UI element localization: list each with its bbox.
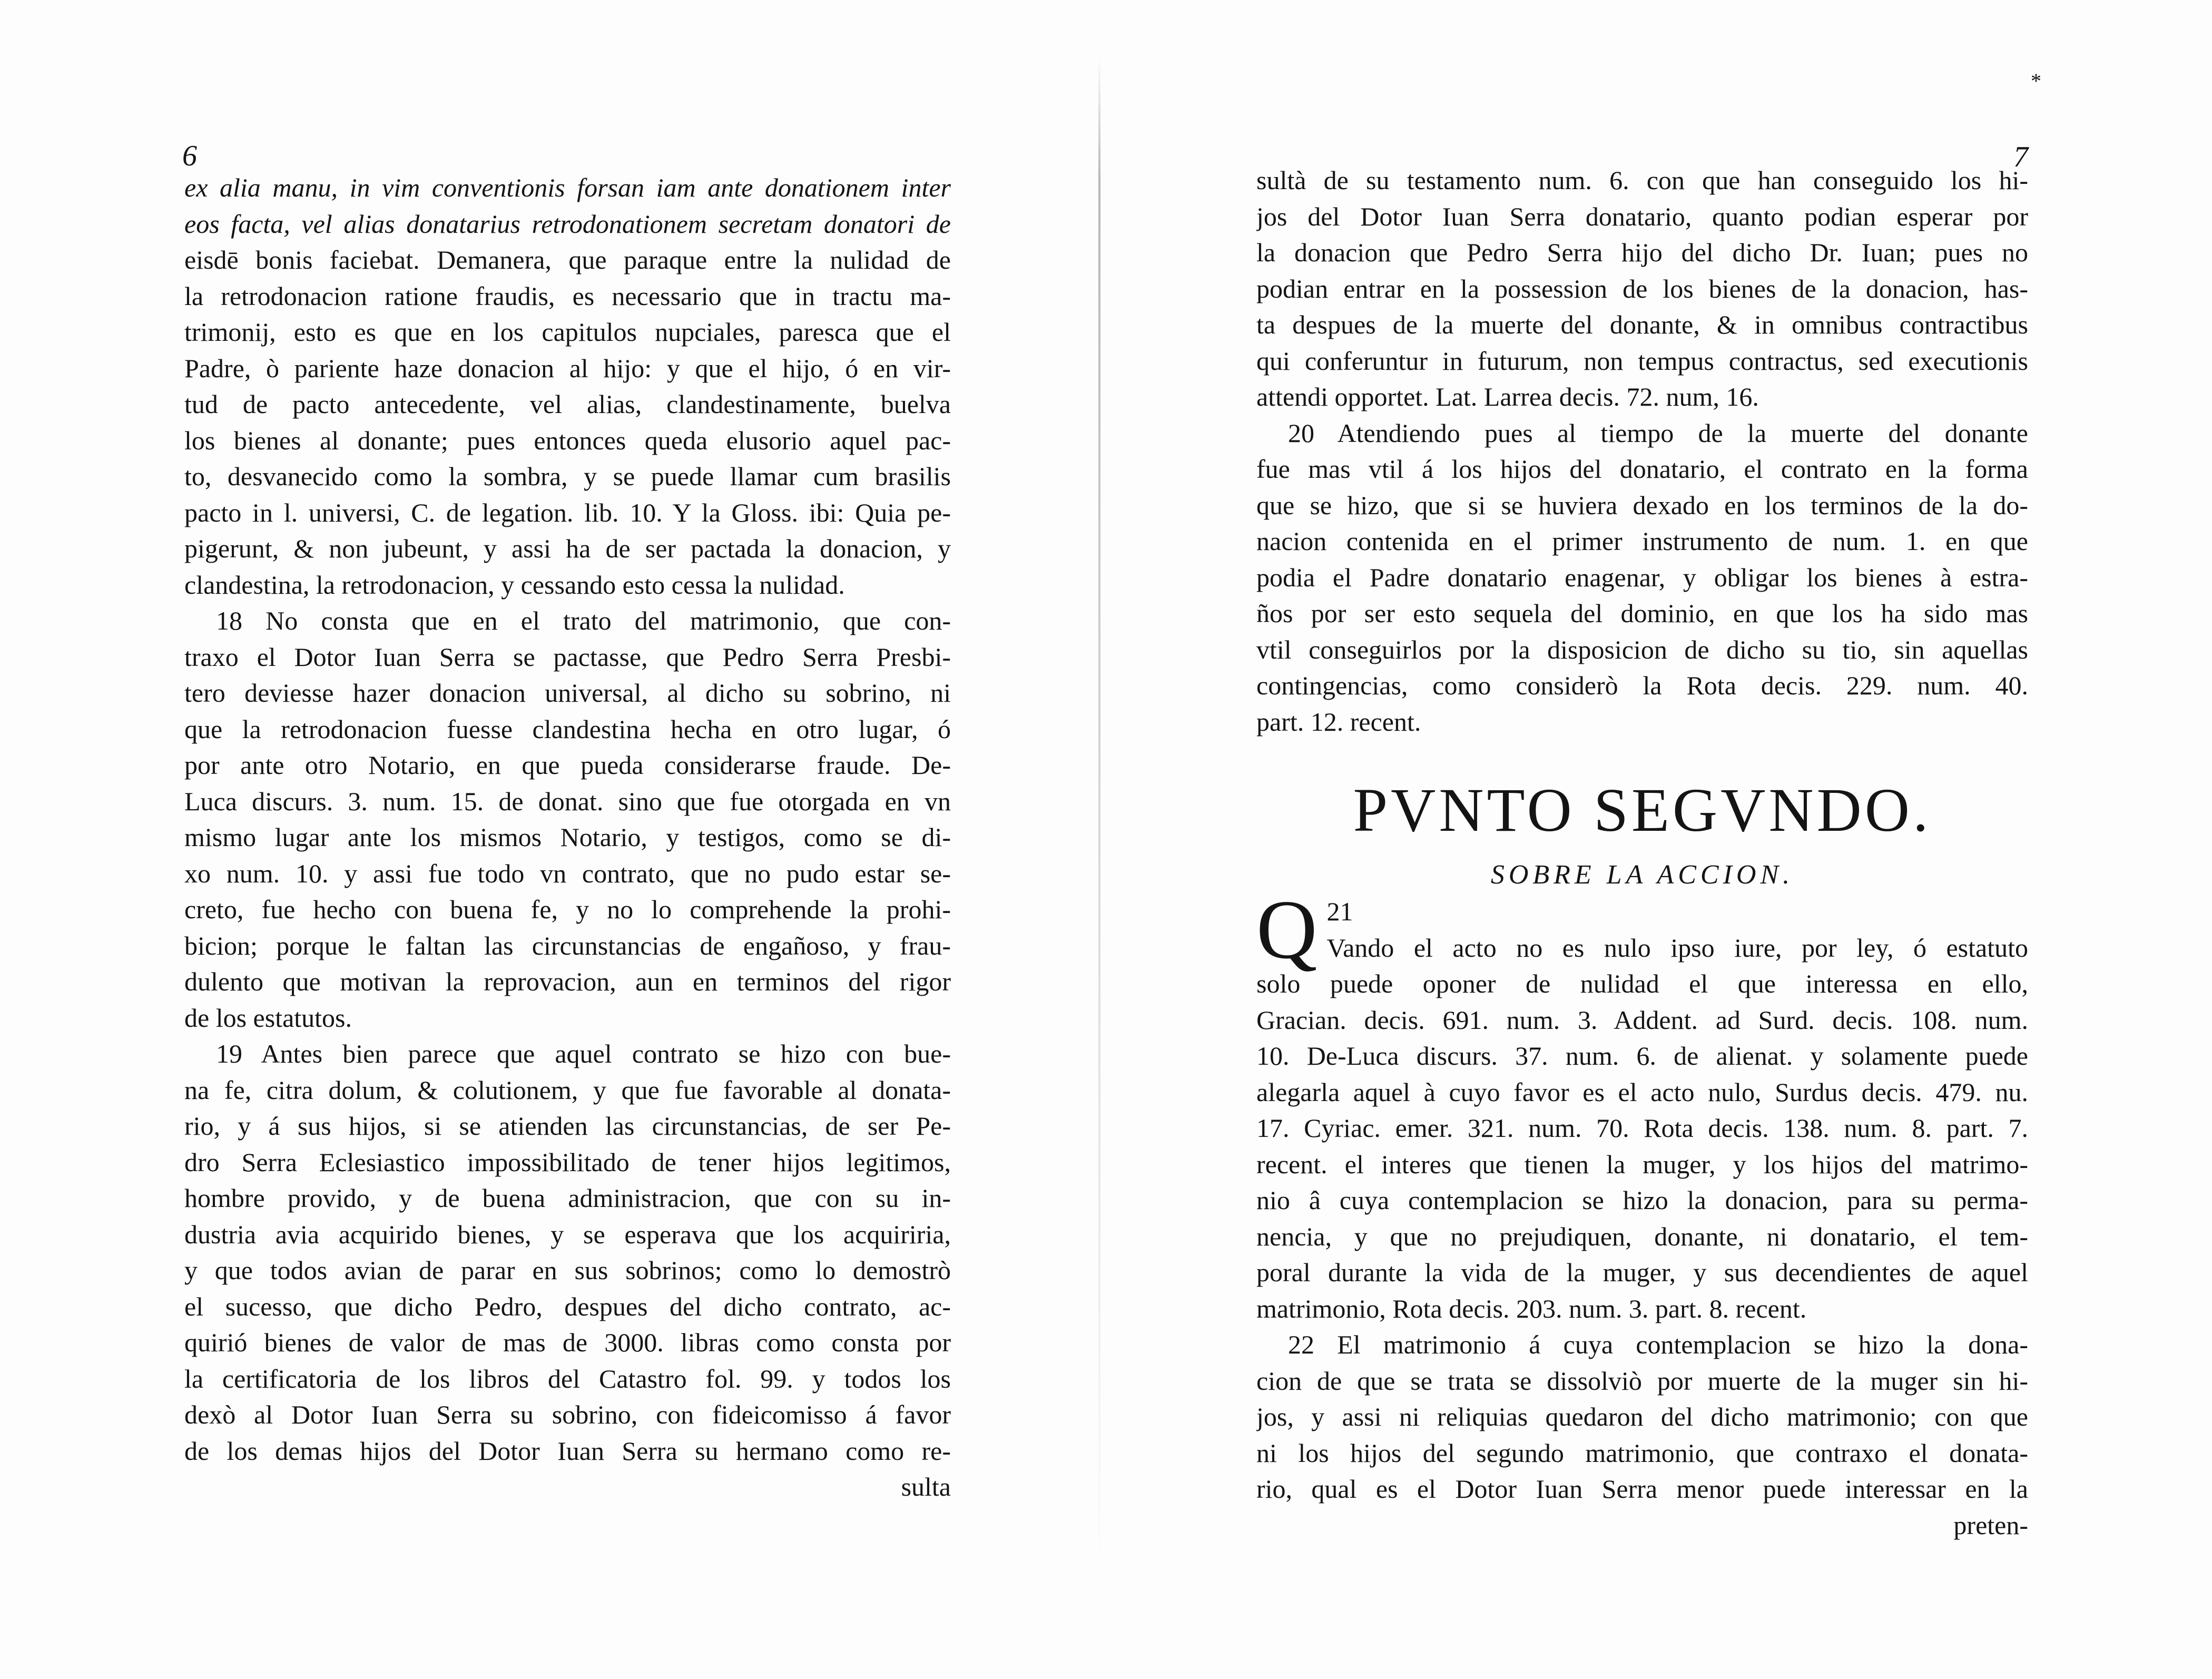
text-line: matrimonio, Rota decis. 203. num. 3. part. 8. recent.	[1256, 1293, 1807, 1323]
right-text-block-1	[1256, 162, 2028, 740]
left-page-text	[184, 170, 951, 1505]
text-line: sultà de su testamento num. 6. con que han conseguido los hi-	[1256, 165, 2028, 195]
text-line: preten-	[1953, 1510, 2028, 1540]
text-line: poral durante la vida de la muger, y sus decendientes de aquel	[1256, 1258, 2028, 1287]
text-line: ta despues de la muerte del donante, & in omnibus contractibus	[1256, 310, 2028, 339]
text-line: creto, fue hecho con buena fe, y no lo comprehende la prohi-	[184, 895, 951, 924]
text-line: el sucesso, que dicho Pedro, despues del dicho contrato, ac-	[184, 1291, 951, 1321]
text-line: 22 El matrimonio á cuya contemplacion se hizo la dona-	[1288, 1330, 2028, 1359]
text-line: ex alia manu, in vim conventionis forsan iam ante donationem inter	[184, 173, 951, 202]
text-line: tero deviesse hazer donacion universal, al dicho su sobrino, ni	[184, 678, 951, 708]
text-line: contingencias, como considerò la Rota decis. 229. num. 40.	[1256, 671, 2028, 700]
text-line: los bienes al donante; pues entonces queda elusorio aquel pac-	[184, 425, 951, 455]
right-page-text	[1256, 162, 2028, 1543]
text-line: part. 12. recent.	[1256, 706, 1421, 737]
corner-mark: *	[2031, 69, 2041, 93]
text-line: fue mas vtil á los hijos del donatario, el contrato en la forma	[1256, 454, 2028, 484]
section-heading: PVNTO SEGVNDO.	[1353, 775, 1932, 845]
page-number-right: 7	[2013, 141, 2028, 173]
page-number-left: 6	[182, 140, 197, 172]
text-line: na fe, citra dolum, & colutionem, y que fue favorable al donata-	[184, 1075, 951, 1105]
paragraph-number: 21	[1326, 897, 1353, 926]
text-line: podia el Padre donatario enagenar, y obligar los bienes à estra-	[1256, 562, 2028, 592]
text-line: la donacion que Pedro Serra hijo del dicho Dr. Iuan; pues no	[1256, 238, 2028, 267]
paragraph-21	[1256, 882, 2028, 1002]
text-line: quirió bienes de valor de mas de 3000. libras como consta por	[184, 1328, 951, 1357]
text-line: trimonij, esto es que en los capitulos nupciales, paresca que el	[184, 317, 951, 347]
section-subheading: SOBRE LA ACCION.	[1490, 860, 1794, 890]
text-line: y que todos avian de parar en sus sobrinos; como lo demostrò	[184, 1255, 951, 1285]
text-line: dexò al Dotor Iuan Serra su sobrino, con fideicomisso á favor	[184, 1400, 951, 1429]
text-line: que se hizo, que si se huviera dexado en los terminos de la do-	[1256, 490, 2028, 520]
text-line: 20 Atendiendo pues al tiempo de la muerte del donante	[1288, 418, 2028, 448]
left-page	[184, 0, 951, 1679]
text-line: traxo el Dotor Iuan Serra se pactasse, que Pedro Serra Presbi-	[184, 642, 951, 672]
text-line: vtil conseguirlos por la disposicion de dicho su tio, sin aquellas	[1256, 634, 2028, 664]
text-line: bicion; porque le faltan las circunstancias de engañoso, y frau-	[184, 930, 951, 960]
drop-cap: Q	[1256, 882, 1318, 976]
text-line: jos, y assi ni reliquias quedaron del dicho matrimonio; con que	[1256, 1402, 2028, 1431]
right-page	[1256, 0, 2041, 1679]
text-line: Padre, ò pariente haze donacion al hijo: y que el hijo, ó en vir-	[184, 353, 951, 383]
paragraph-21-lines	[1256, 930, 2028, 1002]
text-line: recent. el interes que tienen la muger, y los hijos del matrimo-	[1256, 1149, 2028, 1179]
text-line: rio, qual es el Dotor Iuan Serra menor puede interessar en la	[1256, 1474, 2028, 1504]
text-line: sulta	[901, 1472, 951, 1501]
text-line: eos facta, vel alias donatarius retrodonationem secretam donatori de	[184, 209, 951, 239]
text-line: Luca discurs. 3. num. 15. de donat. sino que fue otorgada en vn	[184, 786, 951, 816]
text-line: por ante otro Notario, en que pueda considerarse fraude. De-	[184, 750, 951, 780]
text-line: la retrodonacion ratione fraudis, es necessario que in tractu ma-	[184, 281, 951, 311]
text-line: ños por ser esto sequela del dominio, en que los ha sido mas	[1256, 598, 2028, 628]
text-line: Vando el acto no es nulo ipso iure, por ley, ó estatuto	[1326, 932, 2028, 963]
text-line: dro Serra Eclesiastico impossibilitado de tener hijos legitimos,	[184, 1147, 951, 1177]
text-line: 18 No consta que en el trato del matrimonio, que con-	[216, 606, 951, 635]
text-line: 17. Cyriac. emer. 321. num. 70. Rota decis. 138. num. 8. part. 7.	[1256, 1113, 2028, 1143]
text-line: nencia, y que no prejudiquen, donante, ni donatario, el tem-	[1256, 1221, 2028, 1251]
text-line: hombre provido, y de buena administracion, que con su in-	[184, 1183, 951, 1213]
text-line: jos del Dotor Iuan Serra donatario, quanto podian esperar por	[1256, 201, 2028, 231]
text-line: cion de que se trata se dissolviò por muerte de la muger sin hi-	[1256, 1366, 2028, 1396]
text-line: de los estatutos.	[184, 1003, 352, 1033]
text-line: tud de pacto antecedente, vel alias, clandestinamente, buelva	[184, 389, 951, 419]
text-line: eisdē bonis faciebat. Demanera, que paraque entre la nulidad de	[184, 245, 951, 274]
text-line: to, desvanecido como la sombra, y se puede llamar cum brasilis	[184, 462, 951, 491]
text-line: nacion contenida en el primer instrumento de num. 1. en que	[1256, 526, 2028, 556]
text-line: la certificatoria de los libros del Catastro fol. 99. y todos los	[184, 1363, 951, 1393]
text-line: que la retrodonacion fuesse clandestina hecha en otro lugar, ó	[184, 714, 951, 744]
text-line: alegarla aquel à cuyo favor es el acto nulo, Surdus decis. 479. nu.	[1256, 1077, 2028, 1107]
text-line: ni los hijos del segundo matrimonio, que contraxo el donata-	[1256, 1438, 2028, 1468]
text-line: pigerunt, & non jubeunt, y assi ha de ser pactada la donacion, y	[184, 534, 951, 563]
text-line: attendi opportet. Lat. Larrea decis. 72. num, 16.	[1256, 382, 1759, 411]
text-line: xo num. 10. y assi fue todo vn contrato, que no pudo estar se-	[184, 858, 951, 888]
text-line: 19 Antes bien parece que aquel contrato se hizo con bue-	[216, 1039, 951, 1068]
text-line: pacto in l. universi, C. de legation. lib. 10. Y la Gloss. ibi: Quia pe-	[184, 497, 951, 527]
text-line: dustria avia acquirido bienes, y se esperava que los acquiriria,	[184, 1219, 951, 1249]
text-line: clandestina, la retrodonacion, y cessando esto cessa la nulidad.	[184, 570, 845, 600]
text-line: mismo lugar ante los mismos Notario, y testigos, como se di-	[184, 822, 951, 852]
text-line: nio â cuya contemplacion se hizo la donacion, para su perma-	[1256, 1185, 2028, 1215]
text-line: de los demas hijos del Dotor Iuan Serra su hermano como re-	[184, 1436, 951, 1466]
text-line: dulento que motivan la reprovacion, aun en terminos del rigor	[184, 967, 951, 996]
text-line: solo puede oponer de nulidad el que interessa en ello,	[1256, 969, 2028, 998]
text-line: qui conferuntur in futurum, non tempus contractus, sed executionis	[1256, 346, 2028, 376]
text-line: rio, y á sus hijos, si se atienden las circunstancias, de ser Pe-	[184, 1111, 951, 1141]
text-line: podian entrar en la possession de los bienes de la donacion, has-	[1256, 273, 2028, 303]
gutter-fold	[1098, 58, 1100, 1586]
text-line: 10. De-Luca discurs. 37. num. 6. de alienat. y solamente puede	[1256, 1041, 2028, 1071]
text-line: Gracian. decis. 691. num. 3. Addent. ad Surd. decis. 108. num.	[1256, 1005, 2028, 1035]
right-text-block-2	[1256, 1002, 2028, 1544]
